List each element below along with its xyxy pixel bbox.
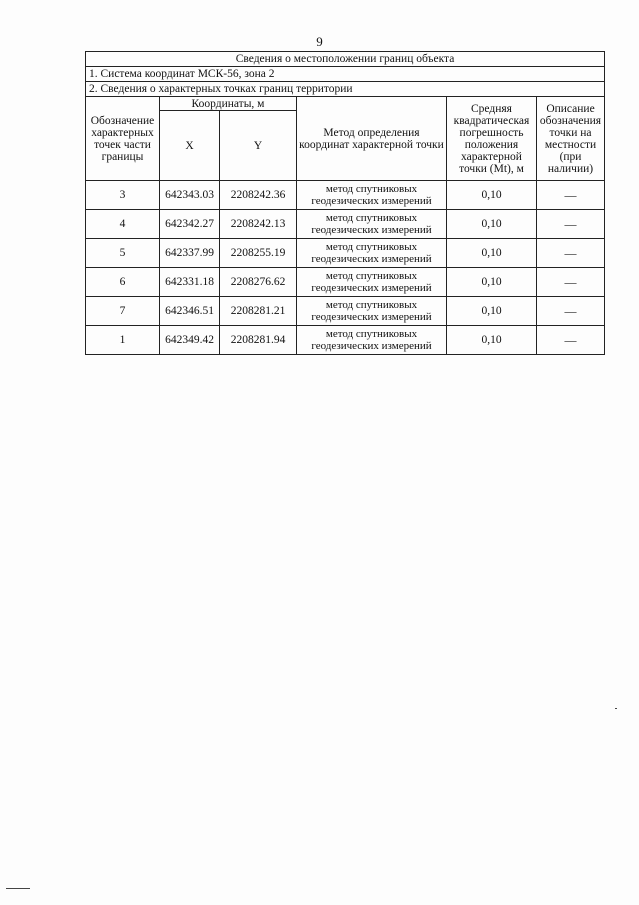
cell-x: 642331.18 xyxy=(160,268,220,297)
table-row xyxy=(86,210,605,239)
boundary-points-table xyxy=(85,51,605,355)
cell-point: 5 xyxy=(86,239,160,268)
table-row xyxy=(86,239,605,268)
cell-x: 642342.27 xyxy=(160,210,220,239)
cell-description: — xyxy=(537,297,605,326)
cell-y: 2208242.36 xyxy=(220,181,297,210)
table-row xyxy=(86,268,605,297)
cell-point: 7 xyxy=(86,297,160,326)
cell-x: 642337.99 xyxy=(160,239,220,268)
table-row xyxy=(86,297,605,326)
cell-y: 2208255.19 xyxy=(220,239,297,268)
cell-method: метод спутниковых геодезических измерений xyxy=(297,326,447,355)
cell-error: 0,10 xyxy=(447,210,537,239)
cell-method: метод спутниковых геодезических измерений xyxy=(297,239,447,268)
cell-point: 1 xyxy=(86,326,160,355)
table-title: Сведения о местоположении границ объекта xyxy=(86,52,605,67)
coordinate-system: 1. Система координат МСК-56, зона 2 xyxy=(86,67,605,82)
scan-artifact xyxy=(615,708,617,709)
cell-error: 0,10 xyxy=(447,181,537,210)
header-y: Y xyxy=(220,111,297,181)
cell-error: 0,10 xyxy=(447,297,537,326)
header-method: Метод определения координат характерной точки xyxy=(297,97,447,181)
cell-point: 4 xyxy=(86,210,160,239)
header-point: Обозначение характерных точек части границы xyxy=(86,97,160,181)
cell-point: 6 xyxy=(86,268,160,297)
cell-description: — xyxy=(537,181,605,210)
cell-y: 2208281.94 xyxy=(220,326,297,355)
cell-x: 642349.42 xyxy=(160,326,220,355)
cell-y: 2208276.62 xyxy=(220,268,297,297)
scan-artifact xyxy=(6,888,30,889)
header-description: Описание обозначения точки на местности (при наличии) xyxy=(537,97,605,181)
table-row xyxy=(86,326,605,355)
cell-y: 2208281.21 xyxy=(220,297,297,326)
cell-method: метод спутниковых геодезических измерений xyxy=(297,297,447,326)
cell-error: 0,10 xyxy=(447,239,537,268)
page-number: 9 xyxy=(316,34,323,49)
section-heading: 2. Сведения о характерных точках границ территории xyxy=(86,82,605,97)
cell-x: 642346.51 xyxy=(160,297,220,326)
cell-description: — xyxy=(537,326,605,355)
header-x: X xyxy=(160,111,220,181)
cell-point: 3 xyxy=(86,181,160,210)
cell-method: метод спутниковых геодезических измерений xyxy=(297,210,447,239)
cell-method: метод спутниковых геодезических измерений xyxy=(297,268,447,297)
header-coordinates: Координаты, м xyxy=(160,97,297,111)
cell-x: 642343.03 xyxy=(160,181,220,210)
table-row xyxy=(86,181,605,210)
cell-method: метод спутниковых геодезических измерений xyxy=(297,181,447,210)
cell-y: 2208242.13 xyxy=(220,210,297,239)
cell-error: 0,10 xyxy=(447,326,537,355)
cell-error: 0,10 xyxy=(447,268,537,297)
cell-description: — xyxy=(537,268,605,297)
cell-description: — xyxy=(537,210,605,239)
cell-description: — xyxy=(537,239,605,268)
header-error: Средняя квадратическая погрешность положения характерной точки (Mt), м xyxy=(447,97,537,181)
